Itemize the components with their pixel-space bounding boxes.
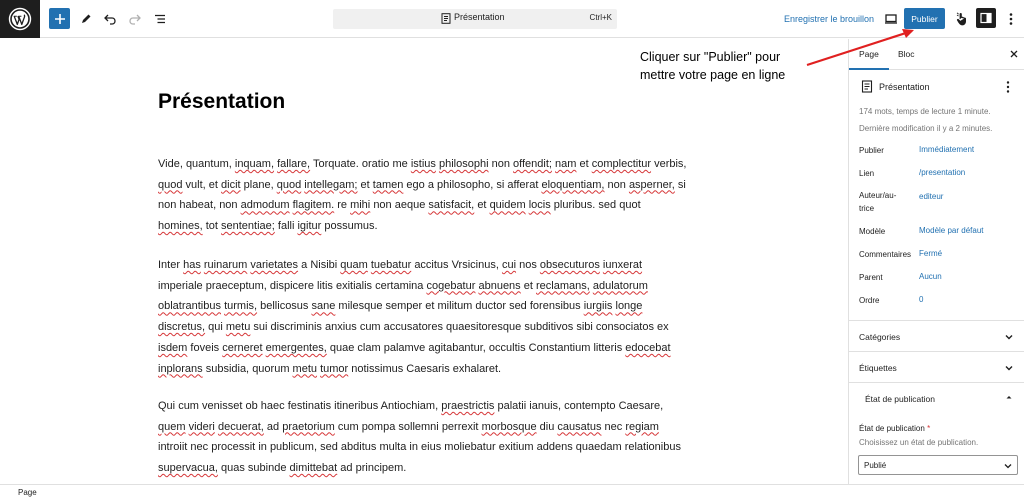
save-draft-button[interactable]: Enregistrer le brouillon — [784, 14, 875, 24]
prop-value-parent[interactable]: Aucun — [919, 272, 942, 281]
status-select[interactable] — [858, 455, 1018, 475]
document-meta — [859, 103, 1019, 137]
close-icon[interactable] — [1008, 48, 1020, 60]
chevron-up-icon — [1003, 391, 1015, 403]
preview-button[interactable] — [879, 7, 903, 31]
prop-label-template: Modèle — [859, 227, 886, 236]
sidebar-icon — [980, 12, 992, 24]
divider — [849, 382, 1024, 383]
status-select-value: Publié — [864, 461, 887, 470]
add-block-button[interactable] — [49, 8, 70, 29]
editor-canvas[interactable] — [0, 39, 848, 484]
required-mark: * — [927, 424, 931, 433]
prop-label-order: Ordre — [859, 296, 880, 305]
prop-label-author: Auteur/au- trice — [859, 191, 897, 213]
pencil-icon — [79, 12, 93, 26]
paragraph-block[interactable]: Inter has ruinarum varietates a Nisibi quam tuebatur accitus Vrsicinus, cui nos obsecuturos iunxerat imperiale praeceptum, dispicere litis exitialis certamina cogebatur abnuens et reclamans, adulatorum oblatrantibus turmis, bellicosus sane milesque semper et militum ductor sed forensibus iurgiis longe discretus, qui metu sui discriminis anxius cum accusatores quaesitoresque subditivos sibi consociatos ex isdem foveis cerneret emergentes, quae clam palamve agitabantur, occultis Constantium litteris edocebat inplorans subsidia, quorum metu tumor notissimus Caesaris exhalaret. — [158, 259, 671, 375]
status-field-label-text: État de publication — [859, 424, 925, 433]
command-palette-bar[interactable] — [333, 9, 617, 29]
post-title[interactable]: Présentation — [158, 90, 286, 113]
tab-page[interactable]: Page — [859, 49, 879, 59]
paragraph-block[interactable]: Vide, quantum, inquam, fallare, Torquate. oratio me istius philosophi non offendit; nam et complectitur verbis, quod vult, et dicit plane, quod intellegam; et tamen ego a philosopho, si afferat eloquentiam, non asperner, si non habeat, non admodum flagitem. re mihi non aeque satisfacit, et quidem locis pluribus. sed quot homines, tot sententiae; falli igitur possumus. — [158, 158, 687, 233]
sidebar-tabs — [849, 39, 1024, 70]
tab-bloc[interactable]: Bloc — [898, 49, 915, 59]
settings-toggle-button[interactable] — [976, 8, 996, 28]
hand-pointer-icon — [954, 11, 970, 27]
tutorial-annotation: Cliquer sur "Publier" pour mettre votre page en ligne — [640, 50, 786, 82]
panel-title-tags: Étiquettes — [859, 363, 897, 373]
document-title: Présentation — [879, 82, 930, 92]
plus-icon — [54, 13, 66, 25]
wordpress-icon — [8, 7, 32, 31]
prop-value-author[interactable]: editeur — [919, 192, 944, 201]
prop-value-link[interactable]: /presentation — [919, 168, 966, 177]
chevron-down-icon — [1003, 362, 1015, 374]
publish-button[interactable]: Publier — [904, 8, 945, 29]
panel-title-publication-status: État de publication — [865, 394, 935, 404]
status-field-label — [859, 424, 930, 433]
undo-button[interactable] — [98, 7, 122, 31]
prop-value-comments[interactable]: Fermé — [919, 249, 943, 258]
document-icon — [861, 80, 873, 93]
options-button[interactable] — [999, 7, 1023, 31]
plugin-button[interactable] — [950, 7, 974, 31]
prop-value-publish[interactable]: Immédiatement — [919, 145, 975, 154]
more-vertical-icon — [1009, 12, 1013, 26]
paragraph-block[interactable]: Qui cum venisset ob haec festinatis itineribus Antiochiam, praestrictis palatii ianuis, contempto Caesare, quem videri decuerat, ad praetorium cum pompa sollemni perrexit morbosque diu causatus nec regiam introiit nec processit in publicum, sed abditus multa in eius moliebatur exitium addens quaedam relationibus supervacua, quas subinde dimittebat ad principem. — [158, 400, 681, 475]
prop-label-link: Lien — [859, 169, 875, 178]
command-bar-title: Présentation — [454, 12, 505, 22]
more-vertical-icon[interactable] — [1005, 80, 1011, 94]
prop-value-template[interactable]: Modèle par défaut — [919, 226, 984, 235]
settings-sidebar — [848, 39, 1024, 484]
command-bar-shortcut: Ctrl+K — [589, 13, 612, 22]
status-field-help: Choisissez un état de publication. — [859, 438, 979, 447]
editor-toolbar — [0, 0, 1024, 38]
prop-label-parent: Parent — [859, 273, 883, 282]
redo-icon — [128, 12, 142, 26]
tools-button[interactable] — [74, 7, 98, 31]
wordpress-logo-button[interactable] — [0, 0, 40, 38]
prop-label-publish: Publier — [859, 146, 884, 155]
last-modified-text: Dernière modification il y a 2 minutes. — [859, 124, 993, 133]
word-count-text: 174 mots, temps de lecture 1 minute. — [859, 107, 991, 116]
divider — [849, 320, 1024, 321]
desktop-icon — [884, 13, 898, 25]
chevron-down-icon — [1003, 461, 1013, 471]
prop-label-comments: Commentaires — [859, 250, 912, 259]
active-tab-indicator — [849, 68, 889, 70]
block-breadcrumb[interactable]: Page — [18, 488, 37, 497]
prop-value-order[interactable]: 0 — [919, 295, 924, 304]
undo-icon — [103, 12, 117, 26]
divider — [849, 351, 1024, 352]
redo-button[interactable] — [123, 7, 147, 31]
document-icon — [441, 13, 451, 24]
chevron-down-icon — [1003, 331, 1015, 343]
status-footer — [0, 484, 1024, 500]
panel-title-categories: Catégories — [859, 332, 901, 342]
document-overview-button[interactable] — [148, 7, 172, 31]
list-view-icon — [153, 12, 167, 26]
